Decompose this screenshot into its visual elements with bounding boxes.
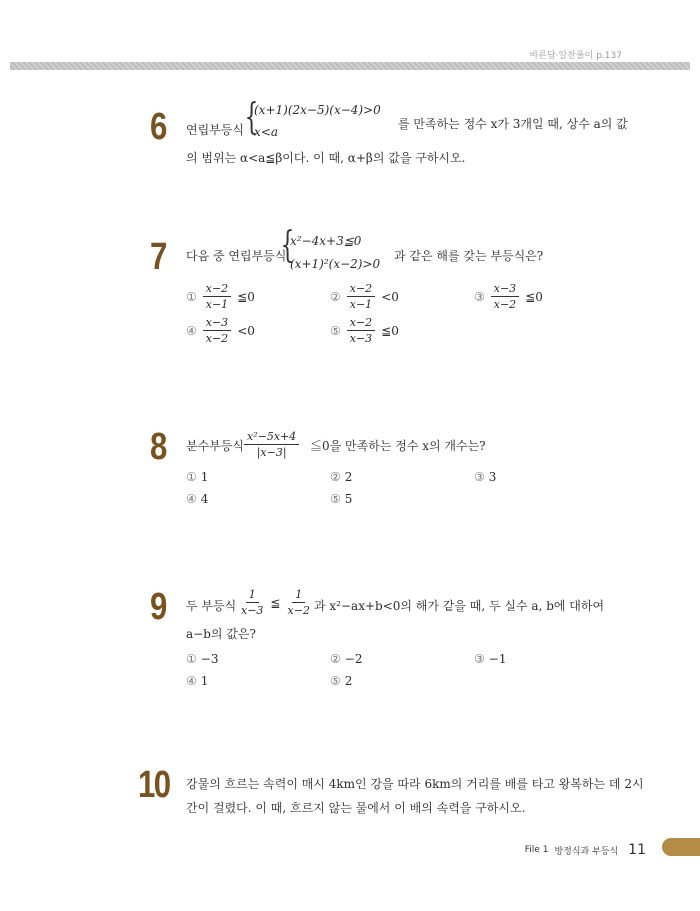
option-fraction: $\frac{x-3}{x-2}$ (491, 282, 519, 311)
q9-option-1[interactable] (186, 652, 218, 666)
option-mark: ④ (186, 674, 197, 688)
q9-lead: 두 부등식 (186, 599, 237, 613)
option-mark: ③ (474, 289, 485, 304)
option-fraction: $\frac{x-2}{x-3}$ (347, 316, 375, 345)
q6-system-line2: x<a (254, 125, 278, 139)
option-value: 2 (344, 470, 353, 484)
q10-line1: 강물의 흐르는 속력이 매시 4km인 강을 따라 6km의 거리를 배를 타고 왕복하는 데 2시 (186, 777, 644, 791)
q8-fraction-denominator: |x−3| (256, 446, 287, 459)
option-mark: ① (186, 652, 197, 666)
option-value: −2 (344, 652, 363, 666)
option-value: 5 (344, 492, 353, 506)
q9-line2: a−b의 값은? (186, 627, 256, 641)
problem-number-8: 8 (150, 426, 166, 468)
option-mark: ⑤ (330, 323, 341, 338)
footer-section-title: 방정식과 부등식 (554, 846, 619, 857)
q6-line2: 의 범위는 α<a≦β이다. 이 때, α+β의 값을 구하시오. (186, 151, 466, 165)
q9-frac1-numerator: 1 (246, 588, 259, 603)
option-mark: ① (186, 289, 197, 304)
q7-brace: { (280, 225, 295, 266)
q9-tail: 과 x²−ax+b<0의 해가 같을 때, 두 실수 a, b에 대하여 (314, 599, 605, 613)
footer-file-label: File 1 (524, 845, 549, 855)
q8-lead: 분수부등식 (186, 439, 244, 453)
option-value: 1 (200, 674, 209, 688)
answer-reference: 바른답·알찬풀이 p.137 (529, 51, 622, 61)
q9-inequality (236, 588, 315, 617)
option-value: 4 (200, 492, 209, 506)
option-value: 1 (200, 470, 209, 484)
option-mark: ④ (186, 323, 197, 338)
option-mark: ⑤ (330, 674, 341, 688)
q6-brace: { (244, 97, 259, 138)
q9-frac1-denominator: x−3 (241, 604, 264, 617)
q6-lead: 연립부등식 (186, 123, 244, 137)
option-mark: ② (330, 652, 341, 666)
q7-lead: 다음 중 연립부등식 (186, 249, 287, 263)
option-value: −3 (200, 652, 219, 666)
q6-system-line1: (x+1)(2x−5)(x−4)>0 (254, 103, 381, 117)
q9-option-3[interactable] (474, 652, 506, 666)
q7-option-3[interactable] (474, 282, 543, 311)
option-value: 2 (344, 674, 353, 688)
option-relation: ≦0 (381, 323, 399, 338)
option-value: 3 (488, 470, 497, 484)
option-mark: ③ (474, 652, 485, 666)
q9-frac2-denominator: x−2 (287, 604, 310, 617)
option-relation: ≦0 (525, 289, 543, 304)
option-relation: <0 (381, 289, 399, 304)
q8-fraction-numerator: x²−5x+4 (244, 430, 299, 445)
q7-option-2[interactable] (330, 282, 399, 311)
problem-number-10: 10 (138, 764, 170, 806)
option-mark: ④ (186, 492, 197, 506)
problem-number-9: 9 (150, 586, 166, 628)
option-fraction: $\frac{x-3}{x-2}$ (203, 316, 231, 345)
q8-option-5[interactable] (330, 492, 352, 506)
q8-option-4[interactable] (186, 492, 208, 506)
option-relation: <0 (237, 323, 255, 338)
q9-option-4[interactable] (186, 674, 208, 688)
option-fraction: $\frac{x-2}{x-1}$ (347, 282, 375, 311)
q10-line2: 간이 걸렸다. 이 때, 흐르지 않는 물에서 이 배의 속력을 구하시오. (186, 801, 526, 815)
q6-tail: 를 만족하는 정수 x가 3개일 때, 상수 a의 값 (398, 117, 628, 131)
option-value: −1 (488, 652, 507, 666)
q8-option-1[interactable] (186, 470, 208, 484)
q8-option-2[interactable] (330, 470, 352, 484)
q9-option-2[interactable] (330, 652, 362, 666)
q9-frac2-numerator: 1 (292, 588, 305, 603)
option-mark: ⑤ (330, 492, 341, 506)
option-fraction: $\frac{x-2}{x-1}$ (203, 282, 231, 311)
page-footer (525, 842, 646, 858)
q7-option-4[interactable] (186, 316, 255, 345)
q7-option-5[interactable] (330, 316, 399, 345)
q7-option-1[interactable] (186, 282, 255, 311)
page-number: 11 (628, 842, 646, 858)
q7-system-line2: (x+1)²(x−2)>0 (290, 257, 381, 271)
q8-tail: ≦0을 만족하는 정수 x의 개수는? (310, 439, 486, 453)
q7-system-line1: x²−4x+3≦0 (290, 234, 362, 248)
option-mark: ② (330, 470, 341, 484)
q8-option-3[interactable] (474, 470, 496, 484)
option-mark: ③ (474, 470, 485, 484)
option-mark: ② (330, 289, 341, 304)
header-bar (10, 62, 690, 70)
q8-fraction (242, 430, 301, 459)
q9-relation: ≦ (270, 595, 281, 610)
q7-tail: 과 같은 해를 갖는 부등식은? (394, 249, 544, 263)
problem-number-7: 7 (150, 236, 166, 278)
problem-number-6: 6 (150, 106, 166, 148)
option-mark: ① (186, 470, 197, 484)
option-relation: ≦0 (237, 289, 255, 304)
q9-option-5[interactable] (330, 674, 352, 688)
page-tab-marker (662, 838, 700, 856)
